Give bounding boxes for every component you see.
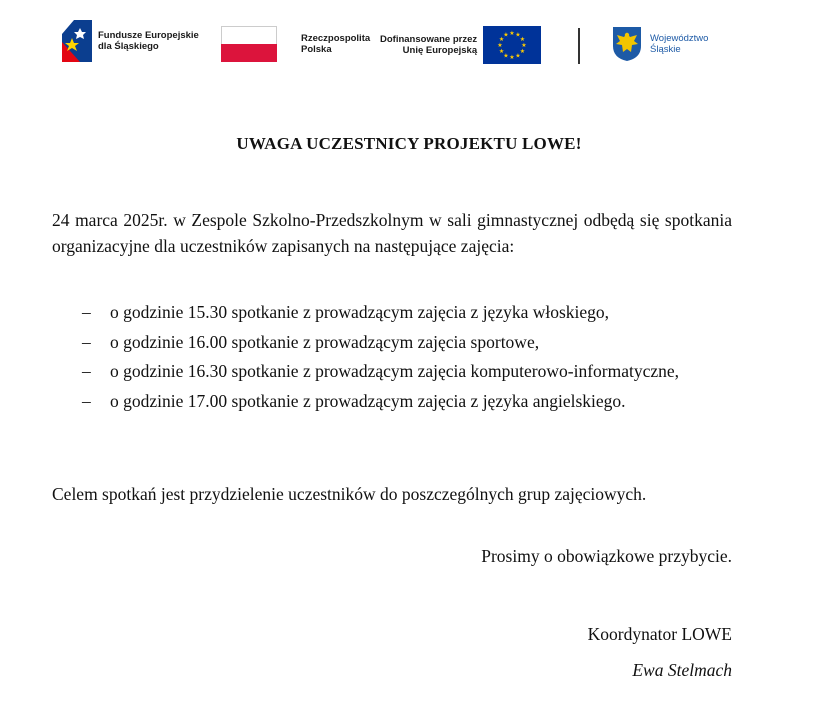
list-item-text: o godzinie 15.30 spotkanie z prowadzącym zajęcia z języka włoskiego, [110, 302, 610, 322]
logo-rzeczpospolita [221, 26, 370, 62]
svg-text:★: ★ [509, 54, 515, 61]
svg-text:★: ★ [515, 31, 521, 39]
purpose-paragraph: Celem spotkań jest przydzielenie uczestników do poszczególnych grup zajęciowych. [52, 484, 647, 504]
logo-rp-line2: Polska [301, 44, 332, 55]
signature-role: Koordynator LOWE [587, 624, 732, 644]
logo-eu-line1: Dofinansowane przez [380, 33, 478, 45]
logo-fundusze-europejskie [62, 20, 199, 62]
logo-fe-line2: dla Śląskiego [98, 41, 159, 52]
logo-eu-line2: Unię Europejską [402, 45, 478, 56]
svg-text:★: ★ [503, 52, 509, 60]
logo-bar [0, 18, 818, 70]
list-item [52, 389, 732, 415]
polish-flag-icon [221, 26, 277, 62]
intro-paragraph: 24 marca 2025r. w Zespole Szkolno-Przedszkolnym w sali gimnastycznej odbędą się spotkania organizacyjne dla uczestników zapisanych na następujące zajęcia: [52, 210, 732, 256]
logo-ws-line1: Województwo [650, 32, 709, 44]
list-dash: – [82, 331, 91, 352]
silesian-eagle-icon [612, 26, 642, 62]
logo-rp-line1: Rzeczpospolita [301, 32, 371, 44]
svg-text:★: ★ [499, 36, 505, 43]
signature-name: Ewa Stelmach [632, 660, 732, 680]
logo-ws-line2: Śląskie [650, 44, 681, 55]
list-item [52, 330, 732, 356]
logo-unia-europejska [380, 26, 541, 64]
document-title: UWAGA UCZESTNICY PROJEKTU LOWE! [236, 134, 582, 153]
logo-fe-line1: Fundusze Europejskie [98, 29, 199, 41]
logo-ws-text [650, 33, 708, 56]
logo-divider [578, 28, 580, 64]
eu-flag-icon [483, 26, 541, 64]
svg-text:★: ★ [499, 48, 505, 55]
logo-rp-text [301, 33, 370, 56]
list-item [52, 300, 732, 326]
svg-text:★: ★ [519, 48, 526, 55]
fe-flag-icon [62, 20, 92, 62]
list-dash: – [82, 390, 91, 411]
logo-fe-text [98, 30, 199, 53]
meeting-list [52, 300, 732, 418]
closing-line: Prosimy o obowiązkowe przybycie. [481, 546, 732, 566]
svg-text:★: ★ [497, 42, 503, 49]
logo-wojewodztwo-slaskie [612, 26, 708, 62]
list-item-text: o godzinie 16.30 spotkanie z prowadzącym zajęcia komputerowo-informatyczne, [110, 361, 680, 381]
logo-eu-text [380, 34, 477, 57]
svg-text:★: ★ [521, 42, 527, 49]
list-item-text: o godzinie 16.00 spotkanie z prowadzącym zajęcia sportowe, [110, 331, 540, 352]
svg-text:★: ★ [503, 31, 509, 39]
svg-text:★: ★ [519, 36, 526, 43]
svg-text:★: ★ [515, 52, 521, 60]
list-item [52, 359, 732, 385]
list-dash: – [82, 302, 91, 322]
list-dash: – [82, 361, 91, 381]
list-item-text: o godzinie 17.00 spotkanie z prowadzącym zajęcia z języka angielskiego. [110, 390, 626, 411]
svg-text:★: ★ [509, 30, 515, 37]
